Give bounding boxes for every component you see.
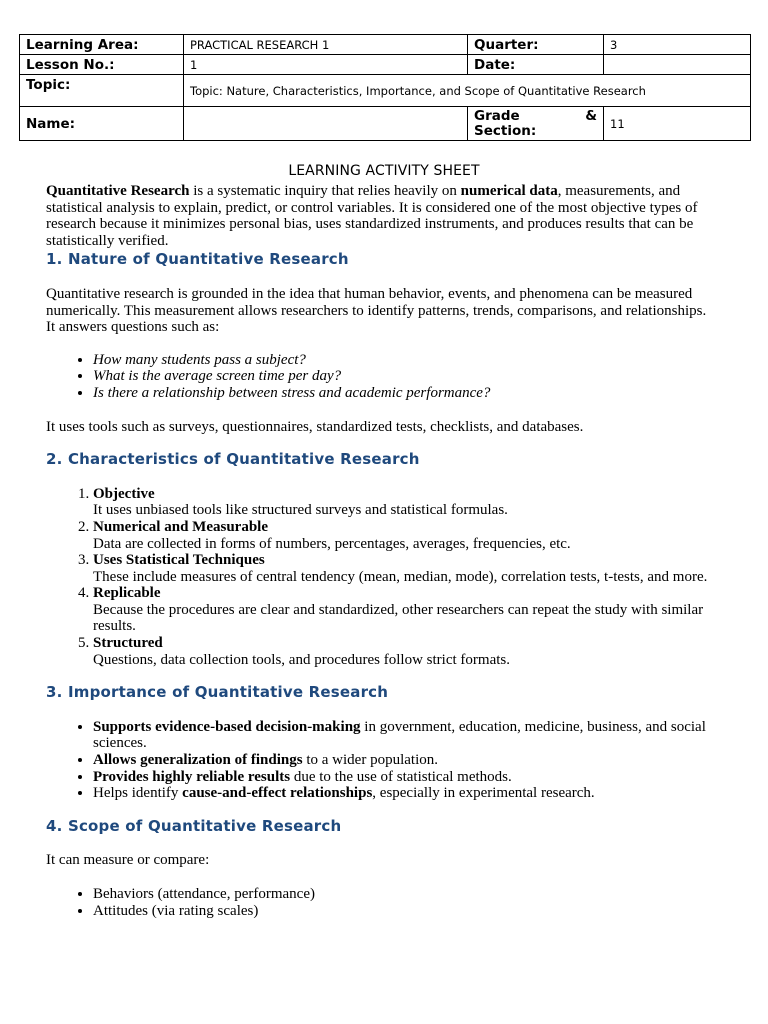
header-table xyxy=(19,34,751,141)
date-value[interactable] xyxy=(604,55,751,75)
sheet-body xyxy=(46,183,736,919)
date-label: Date: xyxy=(468,55,604,75)
topic-label: Topic: xyxy=(20,75,184,107)
list-item: 5. Structured Questions, data collection tools, and procedures follow strict formats. xyxy=(93,635,736,668)
list-item: 1. Objective It uses unbiased tools like structured surveys and statistical formulas. xyxy=(93,486,736,519)
quarter-label: Quarter: xyxy=(468,35,604,55)
list-item: • Supports evidence-based decision-making in government, education, medicine, business, and social sciences. xyxy=(93,719,736,752)
section-1-question-list xyxy=(46,352,736,402)
header-row-learning-area xyxy=(20,35,751,55)
topic-value[interactable]: Topic: Nature, Characteristics, Importance, and Scope of Quantitative Research xyxy=(184,75,751,107)
section-1-paragraph-2: It answers questions such as: xyxy=(46,319,220,336)
section-word: Section: xyxy=(474,122,537,139)
list-item: • Is there a relationship between stress and academic performance? xyxy=(93,385,736,402)
sheet-title: LEARNING ACTIVITY SHEET xyxy=(288,163,480,179)
header-row-name xyxy=(20,107,751,141)
section-1-paragraph-1: Quantitative research is grounded in the idea that human behavior, events, and phenomena can be measured numerically. This measurement allows researchers to identify patterns, trends, comparisons, and relationships. xyxy=(46,285,707,319)
lesson-no-label: Lesson No.: xyxy=(20,55,184,75)
list-item: • Behaviors (attendance, performance) xyxy=(93,886,736,903)
intro-term: Quantitative Research xyxy=(46,183,190,199)
ampersand: & xyxy=(585,107,597,124)
grade-word: Grade xyxy=(474,107,520,124)
section-4-heading: 4. Scope of Quantitative Research xyxy=(46,816,342,835)
section-3-heading: 3. Importance of Quantitative Research xyxy=(46,683,389,702)
section-4-scope-list xyxy=(46,886,736,919)
learning-area-value[interactable]: PRACTICAL RESEARCH 1 xyxy=(184,35,468,55)
grade-section-value[interactable]: 11 xyxy=(604,107,751,141)
list-item: 2. Numerical and Measurable Data are collected in forms of numbers, percentages, averages, frequencies, etc. xyxy=(93,519,736,552)
intro-bold-numerical-data: numerical data xyxy=(460,183,558,199)
header-row-topic xyxy=(20,75,751,107)
list-item: • What is the average screen time per day? xyxy=(93,368,736,385)
section-4-paragraph-1: It can measure or compare: xyxy=(46,852,210,869)
learning-area-label: Learning Area: xyxy=(20,35,184,55)
list-item: • Allows generalization of findings to a wider population. xyxy=(93,752,736,769)
list-item: • Helps identify cause-and-effect relationships, especially in experimental research. xyxy=(93,785,736,802)
section-2-characteristics-list xyxy=(46,486,736,669)
list-item: • Attitudes (via rating scales) xyxy=(93,903,736,920)
intro-text-2: , measurements, and statistical analysis to explain, predict, or control variables. It is considered one of the most objective types of research because it minimizes personal bias, uses standardized instruments, and produces results that can be statistically verified. xyxy=(46,183,698,249)
quarter-value[interactable]: 3 xyxy=(604,35,751,55)
header-row-lesson xyxy=(20,55,751,75)
section-1-heading: 1. Nature of Quantitative Research xyxy=(46,250,349,269)
name-value[interactable] xyxy=(184,107,468,141)
list-item: 4. Replicable Because the procedures are clear and standardized, other researchers can repeat the study with similar results. xyxy=(93,585,736,635)
grade-section-label xyxy=(468,107,604,141)
intro-paragraph xyxy=(46,183,736,249)
section-2-heading: 2. Characteristics of Quantitative Research xyxy=(46,450,420,469)
section-1-paragraph-3: It uses tools such as surveys, questionnaires, standardized tests, checklists, and databases. xyxy=(46,418,584,435)
intro-text-1: is a systematic inquiry that relies heavily on xyxy=(189,183,461,199)
lesson-no-value[interactable]: 1 xyxy=(184,55,468,75)
list-item: • Provides highly reliable results due to the use of statistical methods. xyxy=(93,769,736,786)
name-label: Name: xyxy=(20,107,184,141)
list-item: • How many students pass a subject? xyxy=(93,352,736,369)
section-3-importance-list xyxy=(46,719,736,802)
list-item: 3. Uses Statistical Techniques These include measures of central tendency (mean, median, mode), correlation tests, t-tests, and more. xyxy=(93,552,736,585)
